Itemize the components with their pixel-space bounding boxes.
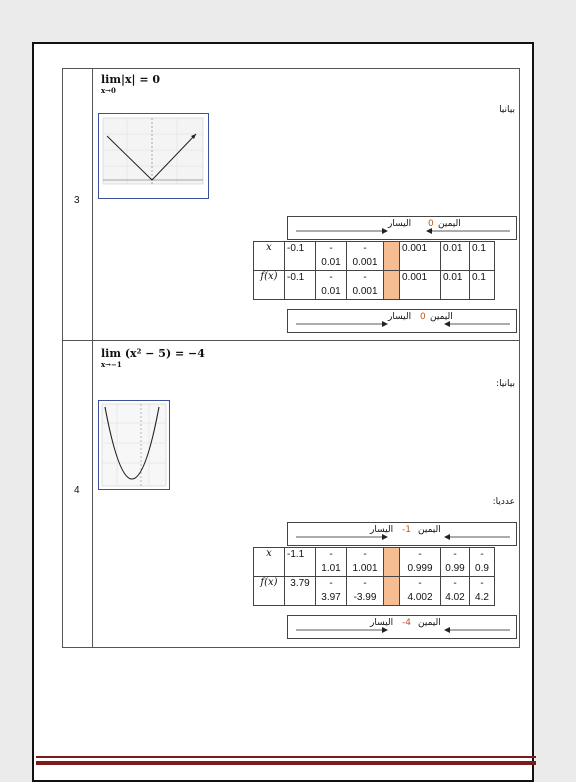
arrow-left-label: اليسار: [370, 525, 394, 535]
table-row-fx: [254, 271, 495, 300]
graph-label-4: بيانيا:: [496, 379, 515, 389]
direction-arrows-bottom-3: [287, 309, 517, 333]
table-cell: - 0.001: [347, 271, 384, 300]
row-label: f(x): [254, 577, 285, 606]
table-cell: 3.79: [285, 577, 316, 606]
table-cell: 0.1: [470, 271, 495, 300]
table-cell: 0.1: [470, 242, 495, 271]
table-row-fx: [254, 577, 495, 606]
arrow-right-label: اليمين: [430, 312, 453, 322]
footer-rule: [36, 756, 536, 758]
direction-arrows-top-4: [287, 522, 517, 546]
arrow-center-value: -4: [402, 618, 411, 628]
table-cell: - 1.001: [347, 548, 384, 577]
table-cell: 0.01: [441, 271, 470, 300]
table-cell: - 4.02: [441, 577, 470, 606]
row-label: x: [254, 548, 285, 577]
row-separator: [63, 340, 519, 341]
table-cell: - -3.99: [347, 577, 384, 606]
table-cell: - 4.002: [400, 577, 441, 606]
values-table-3: [253, 241, 495, 300]
abs-value-plot: [99, 114, 208, 198]
graph-label-3: بيانيا: [499, 105, 515, 115]
row-label: f(x): [254, 271, 285, 300]
table-row-x: [254, 242, 495, 271]
highlight-cell: [384, 548, 400, 577]
arrow-right-label: اليمين: [418, 525, 441, 535]
table-cell: - 0.001: [347, 242, 384, 271]
direction-arrows-bottom-4: [287, 615, 517, 639]
table-cell: -1.1: [285, 548, 316, 577]
table-cell: - 1.01: [316, 548, 347, 577]
limit-expression-3: [101, 73, 160, 95]
table-cell: - 0.999: [400, 548, 441, 577]
limit-body: (x² − 5) = −4: [124, 347, 205, 360]
highlight-cell: [384, 242, 400, 271]
number-column: [63, 69, 93, 647]
table-cell: -0.1: [285, 271, 316, 300]
limit-subscript: x→−1: [101, 360, 122, 369]
arrow-left-label: اليسار: [388, 312, 412, 322]
row-number-4: 4: [74, 485, 80, 496]
row-number-3: 3: [74, 195, 80, 206]
arrow-center-value: 0: [428, 219, 434, 229]
limit-body: |x| = 0: [121, 73, 161, 86]
limit-expression-4: [101, 347, 205, 369]
arrow-left-label: اليسار: [388, 219, 412, 229]
limit-subscript: x→0: [101, 86, 116, 95]
table-cell: - 0.99: [441, 548, 470, 577]
limit-prefix: lim: [101, 347, 121, 360]
footer-rule-thick: [36, 761, 536, 765]
direction-arrows-top-3: [287, 216, 517, 240]
values-table-4: [253, 547, 495, 606]
graph-parabola: [98, 400, 170, 490]
arrow-left-label: اليسار: [370, 618, 394, 628]
table-cell: -0.1: [285, 242, 316, 271]
table-cell: - 0.01: [316, 271, 347, 300]
table-cell: - 3.97: [316, 577, 347, 606]
arrow-right-label: اليمين: [418, 618, 441, 628]
table-cell: - 4.2: [470, 577, 495, 606]
table-row-x: [254, 548, 495, 577]
highlight-cell: [384, 577, 400, 606]
table-cell: 0.001: [400, 271, 441, 300]
arrow-right-label: اليمين: [438, 219, 461, 229]
limit-prefix: lim: [101, 73, 121, 86]
row-label: x: [254, 242, 285, 271]
arrow-center-value: -1: [402, 525, 411, 535]
table-cell: 0.01: [441, 242, 470, 271]
table-cell: 0.001: [400, 242, 441, 271]
parabola-plot: [99, 401, 169, 489]
highlight-cell: [384, 271, 400, 300]
graph-abs-x: [98, 113, 209, 199]
numeric-label-4: عدديا:: [492, 497, 515, 507]
table-cell: - 0.9: [470, 548, 495, 577]
table-cell: - 0.01: [316, 242, 347, 271]
arrow-center-value: 0: [420, 312, 426, 322]
exercise-table: [62, 68, 520, 648]
